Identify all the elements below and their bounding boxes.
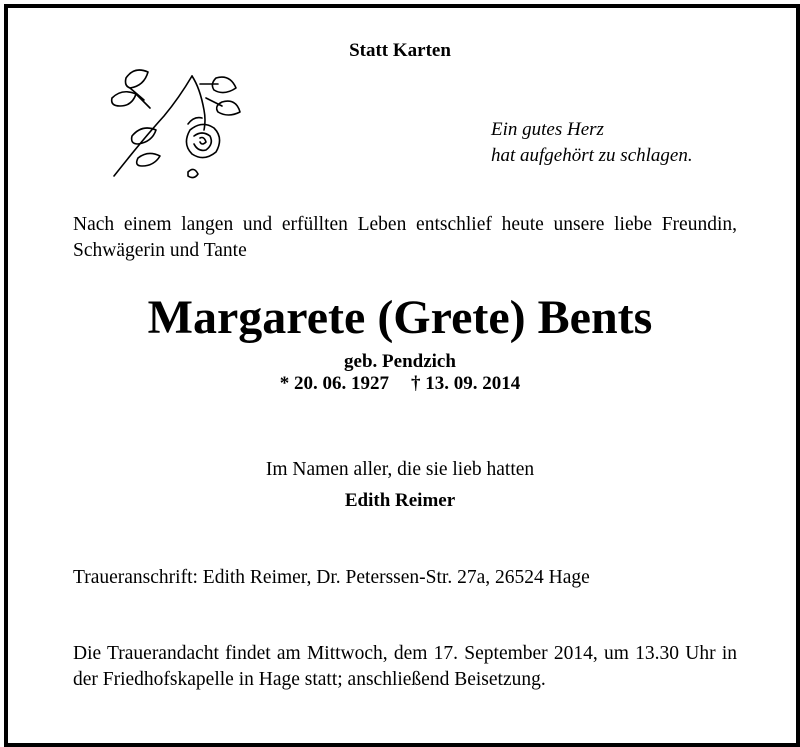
- quote-line-2: hat aufgehört zu schlagen.: [491, 145, 693, 166]
- birth-name: geb. Pendzich: [344, 351, 456, 372]
- birth-date: * 20. 06. 1927: [279, 373, 389, 394]
- intro-text: Nach einem langen und erfüllten Leben entschlief heute unsere liebe Freundin, Schwägerin und Tante: [73, 214, 737, 261]
- death-date: † 13. 09. 2014: [411, 373, 521, 394]
- life-dates: [0, 373, 800, 395]
- rose-branch-icon: [104, 58, 246, 188]
- deceased-name: Margarete (Grete) Bents: [147, 291, 653, 344]
- memorial-quote: [491, 117, 693, 169]
- on-behalf-text: Im Namen aller, die sie lieb hatten: [265, 459, 535, 480]
- mourning-address: Traueranschrift: Edith Reimer, Dr. Peterssen-Str. 27a, 26524 Hage: [73, 567, 590, 588]
- quote-line-1: Ein gutes Herz: [491, 119, 604, 140]
- signer-name: Edith Reimer: [344, 490, 456, 511]
- notice-header: Statt Karten: [349, 40, 451, 61]
- service-details: Die Trauerandacht findet am Mittwoch, dem 17. September 2014, um 13.30 Uhr in der Friedhofskapelle in Hage statt; anschließend Beisetzung.: [73, 643, 737, 690]
